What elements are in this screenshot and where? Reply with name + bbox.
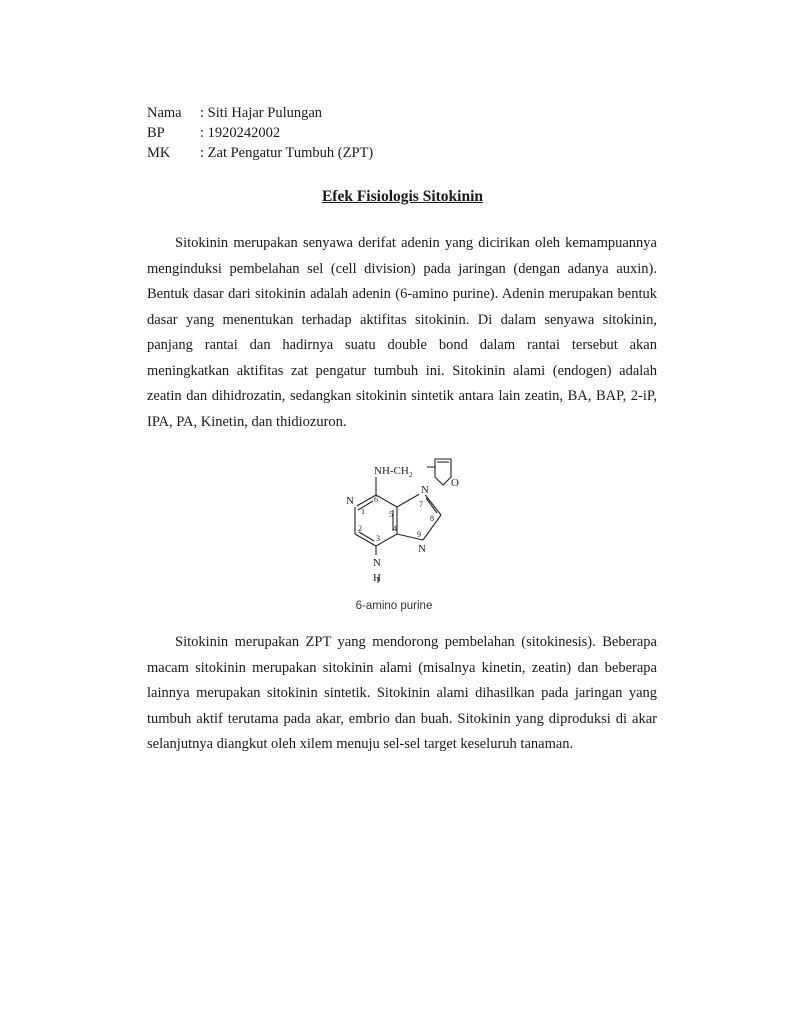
atom-n3: N: [373, 557, 381, 569]
chemical-structure-figure: [333, 455, 459, 620]
ring-number-3: 3: [376, 534, 380, 543]
ring-number-2: 2: [358, 524, 362, 533]
info-key: MK: [147, 145, 171, 161]
info-value: : Siti Hajar Pulungan: [200, 105, 323, 121]
document-title: Efek Fisiologis Sitokinin: [321, 188, 484, 205]
paragraph-intro: Sitokinin merupakan senyawa derifat adenin yang dicirikan oleh kemampuannya menginduksi pembelahan sel (cell division) pada jaringan (dengan adanya auxin). Bentuk dasar dari sitokinin adalah adenin (6-amino purine). Adenin merupakan bentuk dasar yang menentukan terhadap aktifitas sitokinin. Di dalam senyawa sitokinin, panjang rantai dan hadirnya suatu double bond dalam rantai tersebut akan meningkatkan aktifitas zat pengatur tumbuh ini. Sitokinin alami (endogen) adalah zeatin dan dihidrozatin, sedangkan sitokinin sintetik antara lain zeatin, BA, BAP, 2-iP, IPA, PA, Kinetin, dan thidiozuron.: [147, 235, 657, 430]
info-row-name: [147, 103, 373, 123]
ring-number-1: 1: [361, 507, 365, 516]
figure-caption: 6-amino purine: [355, 600, 433, 612]
atom-o: O: [451, 477, 459, 489]
ring-number-5: 5: [389, 510, 393, 519]
info-key: Nama: [147, 105, 182, 121]
substituent-subscript: 2: [408, 471, 413, 479]
info-value: : 1920242002: [200, 125, 281, 141]
adenine-structure-diagram: [333, 455, 459, 620]
ring-number-4: 4: [393, 524, 397, 533]
paragraph-function: Sitokinin merupakan ZPT yang mendorong pembelahan (sitokinesis). Beberapa macam sitokinin merupakan sitokinin alami (misalnya kinetin, zeatin) dan beberapa lainnya merupakan sitokinin sintetik. Sitokinin alami dihasilkan pada jaringan yang tumbuh aktif terutama pada akar, embrio dan buah. Sitokinin yang diproduksi di akar selanjutnya diangkut oleh xilem menuju sel-sel target keseluruh tanaman.: [147, 634, 657, 752]
info-row-mk: [147, 143, 373, 163]
atom-n1: N: [346, 495, 354, 507]
ring-number-8: 8: [430, 514, 434, 523]
ring-number-7: 7: [419, 500, 423, 509]
student-info: [147, 103, 373, 163]
info-key: BP: [147, 125, 165, 141]
atom-n9: N: [418, 543, 426, 555]
info-row-bp: [147, 123, 373, 143]
ring-number-9: 9: [417, 530, 421, 539]
ring-number-6: 6: [374, 495, 378, 504]
atom-h: H: [373, 572, 381, 584]
svg-text:NH-CH2: [374, 465, 413, 479]
substituent-label: NH-CH: [374, 465, 409, 477]
info-value: : Zat Pengatur Tumbuh (ZPT): [200, 145, 374, 161]
atom-n7: N: [421, 484, 429, 496]
